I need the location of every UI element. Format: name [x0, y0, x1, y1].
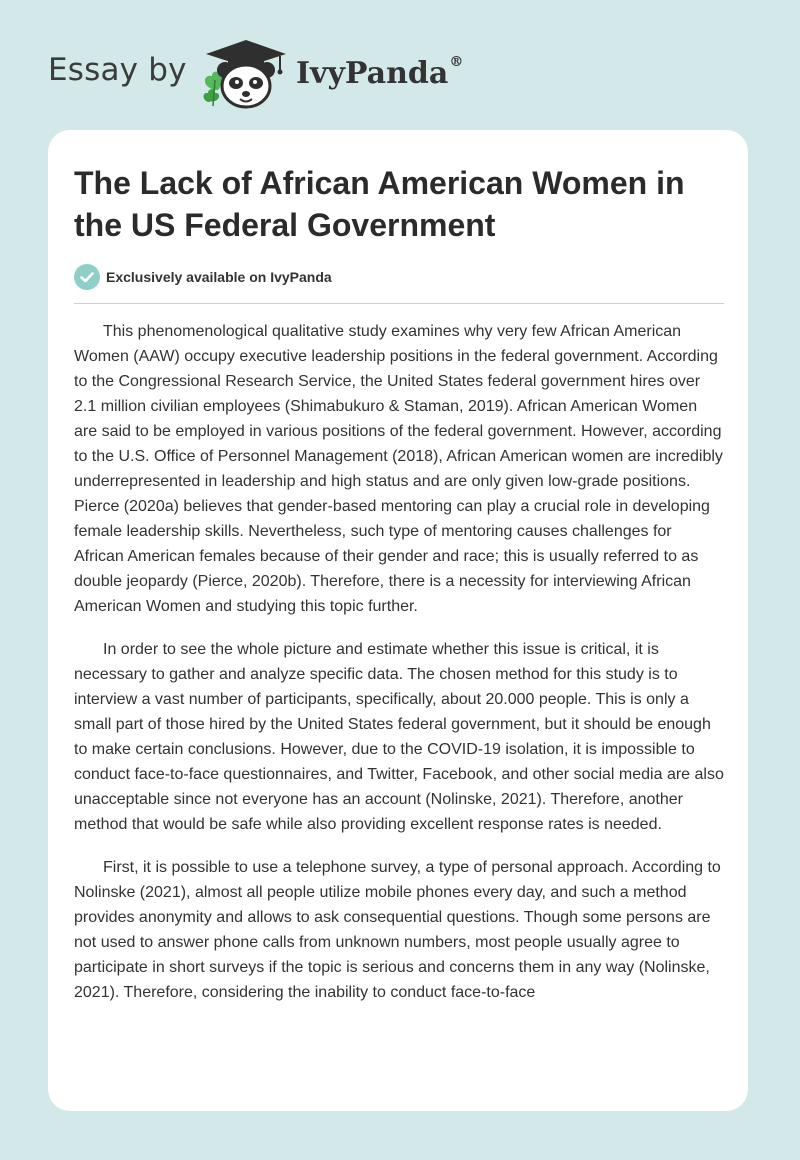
brand-name[interactable]: [296, 56, 463, 91]
essay-by-label: Essay by: [48, 52, 187, 88]
paragraph-1: This phenomenological qualitative study examines why very few African American Women (AAW) occupy executive leadership positions in the federal government. According to the Congressional Research Service, the United States federal government hires over 2.1 million civilian employees (Shimabukuro & Staman, 2019). African American Women are said to be employed in various positions of the federal government. However, according to the U.S. Office of Personnel Management (2018), African American women are incredibly underrepresented in leadership and high status and are only given low-grade positions. Pierce (2020a) believes that gender-based mentoring can play a crucial role in developing female leadership skills. Nevertheless, such type of mentoring causes challenges for African American females because of their gender and race; this is usually referred to as double jeopardy (Pierce, 2020b). Therefore, there is a necessity for interviewing African American Women and studying this topic further.: [74, 323, 723, 615]
divider: [74, 303, 724, 304]
site-header: [0, 0, 800, 130]
check-circle-icon: [74, 264, 100, 290]
paragraph-2: In order to see the whole picture and estimate whether this issue is critical, it is necessary to gather and analyze specific data. The chosen method for this study is to interview a vast number of participants, specifically, about 20.000 people. This is only a small part of those hired by the United States federal government, but it should be enough to make certain conclusions. However, due to the COVID-19 isolation, it is impossible to conduct face-to-face questionnaires, and Twitter, Facebook, and other social media are also unacceptable since not everyone has an account (Nolinske, 2021). Therefore, another method that would be safe while also providing excellent response rates is needed.: [74, 641, 724, 833]
exclusive-label: Exclusively available on IvyPanda: [106, 269, 332, 285]
paragraph-3: First, it is possible to use a telephone survey, a type of personal approach. According to Nolinske (2021), almost all people utilize mobile phones every day, and such a method provides anonymity and allows to ask consequential questions. Though some persons are not used to answer phone calls from unknown numbers, most people usually agree to participate in short surveys if the topic is serious and concerns them in any way (Nolinske, 2021). Therefore, considering the inability to conduct face-to-face: [74, 859, 721, 1001]
essay-card: [48, 130, 748, 1111]
panda-graduate-icon[interactable]: [198, 36, 294, 110]
brand-text: IvyPanda: [296, 56, 449, 91]
exclusive-badge: [74, 264, 332, 290]
essay-body: [74, 319, 724, 1099]
essay-title: The Lack of African American Women in the US Federal Government: [74, 165, 685, 243]
registered-mark: ®: [449, 54, 464, 70]
